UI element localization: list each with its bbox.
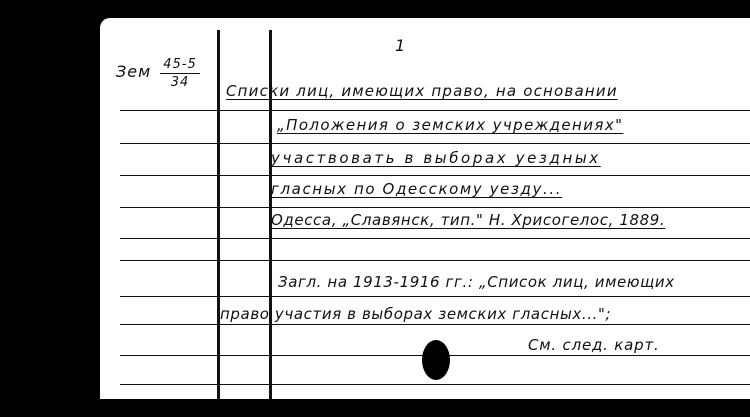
card-line-4: гласных по Одесскому уезду...	[271, 180, 563, 198]
ruled-line	[120, 260, 750, 261]
ruled-line	[120, 238, 750, 239]
card-line-2: „Положения о земских учреждениях"	[277, 116, 624, 134]
ruled-line	[120, 175, 750, 176]
ruled-line	[120, 324, 750, 325]
catalog-card	[100, 18, 750, 399]
ink-blot	[422, 340, 450, 380]
card-line-8: См. след. карт.	[528, 336, 660, 354]
scan-border	[0, 399, 750, 417]
ruled-line	[120, 207, 750, 208]
margin-line-left	[217, 30, 220, 399]
card-line-7: право участия в выборах земских гласных...";	[220, 305, 612, 323]
card-line-5: Одесса, „Славянск, тип." Н. Хрисогелос, 1889.	[271, 211, 666, 229]
call-number-prefix: Зем	[116, 62, 152, 81]
call-number-denominator: 34	[170, 75, 190, 90]
ruled-line	[120, 110, 750, 111]
ruled-line	[120, 143, 750, 144]
call-number-fraction	[160, 56, 200, 91]
call-number-numerator: 45-5	[160, 56, 200, 74]
card-line-6: Загл. на 1913-1916 гг.: „Список лиц, имеющих	[278, 273, 675, 291]
ruled-line	[120, 384, 750, 385]
card-line-3: участвовать в выборах уездных	[271, 149, 601, 167]
card-line-1: Списки лиц, имеющих право, на основании	[226, 82, 618, 100]
ruled-line	[120, 296, 750, 297]
card-page-number: 1	[395, 36, 407, 55]
